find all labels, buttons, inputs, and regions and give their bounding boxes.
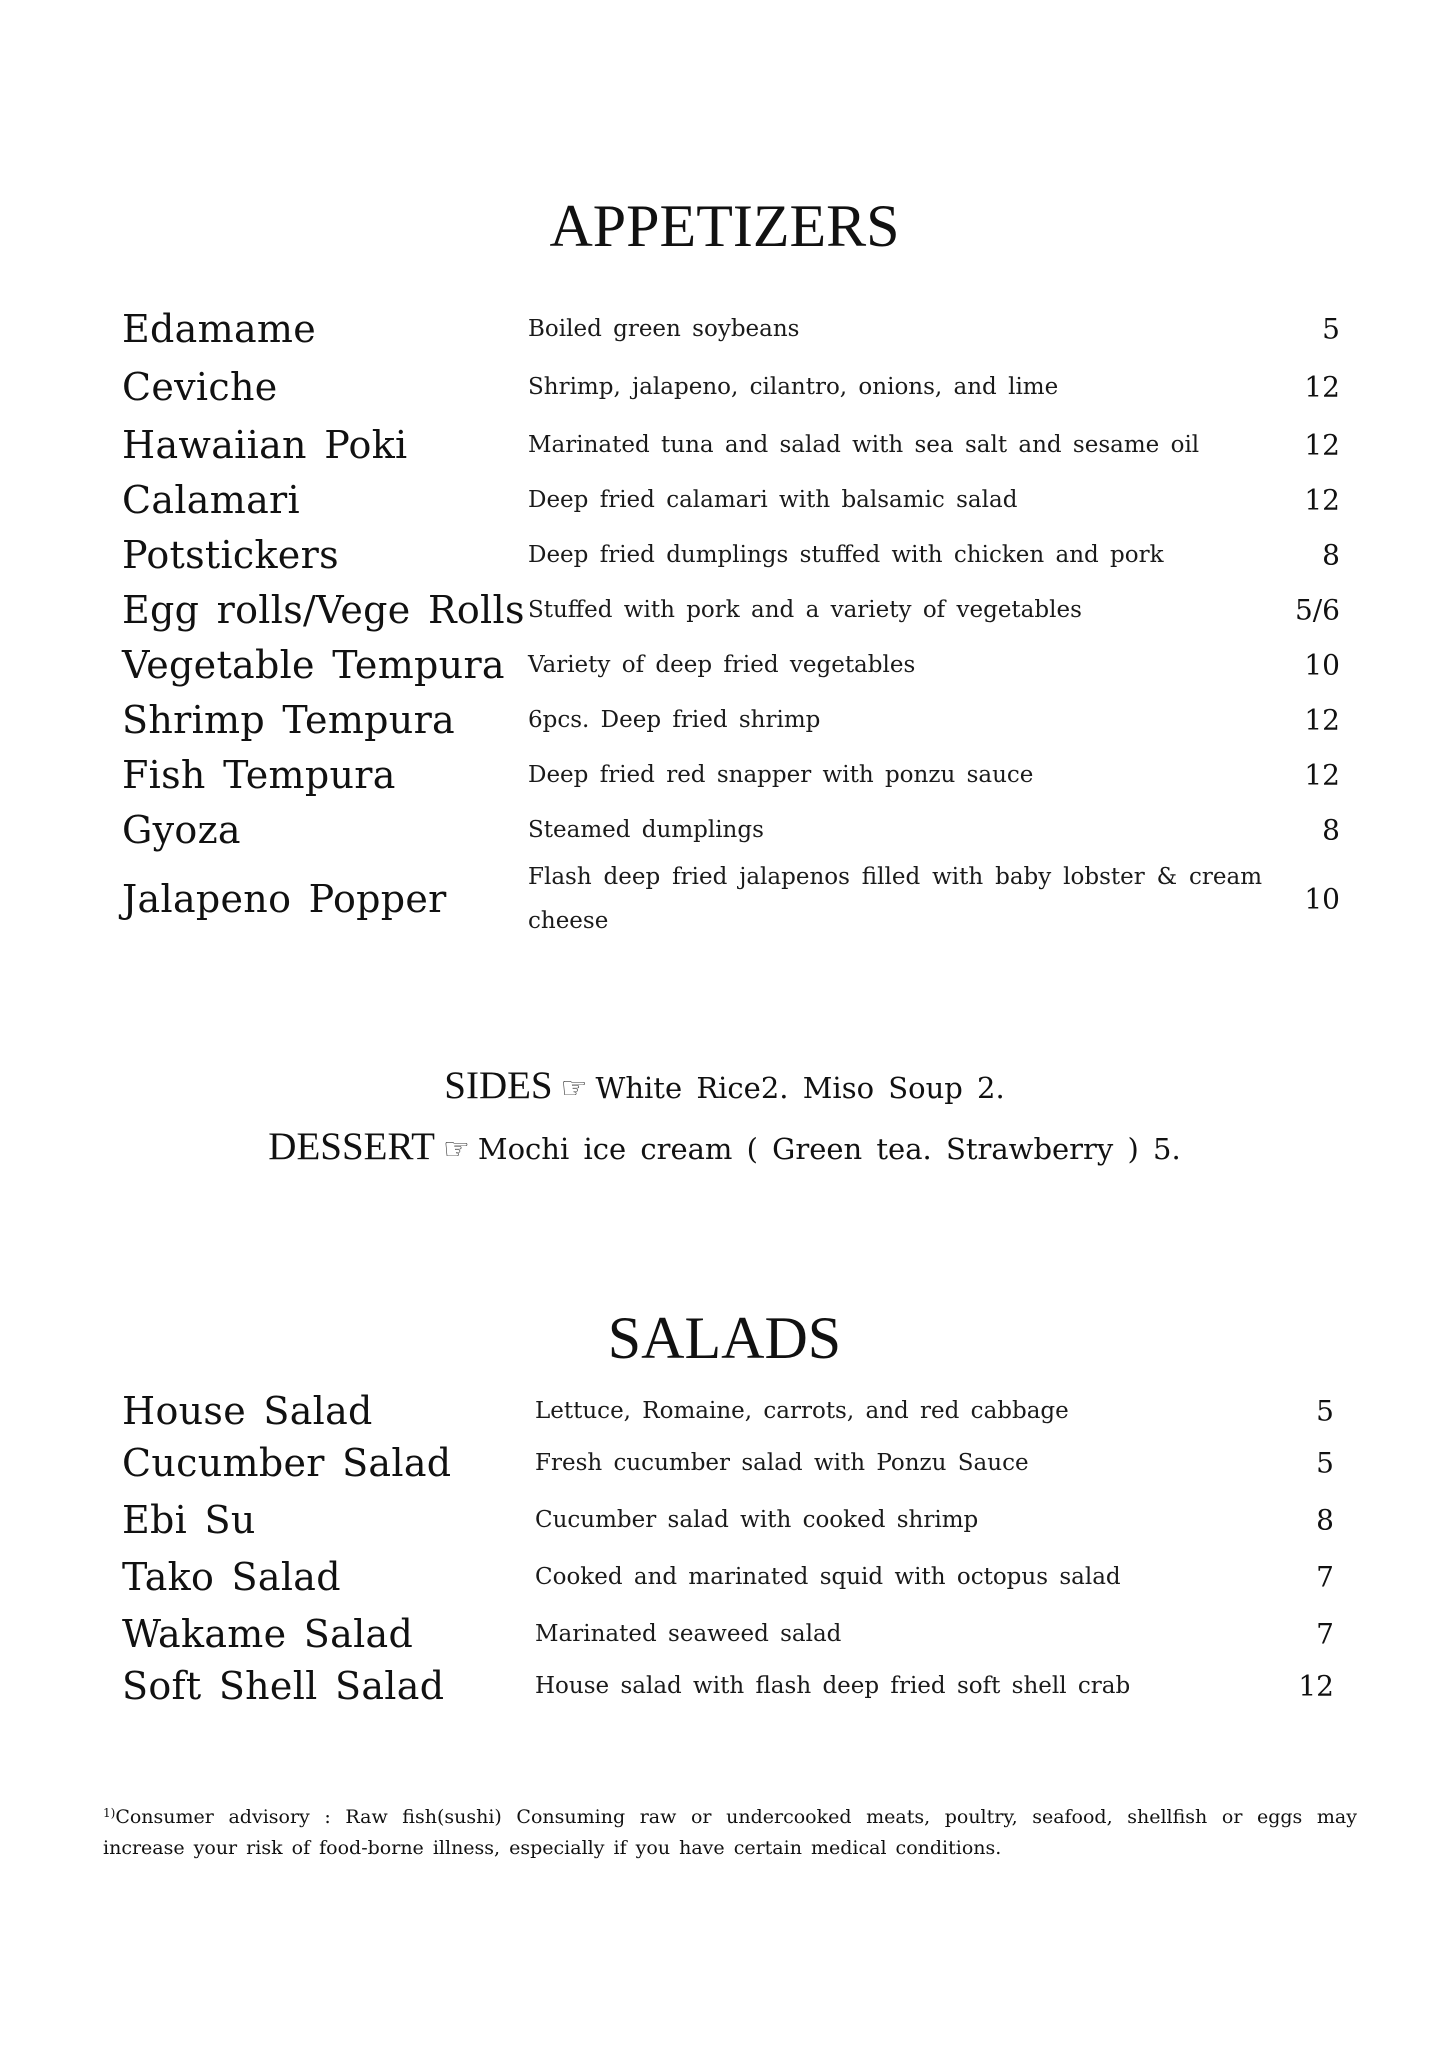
item-price: 5 — [1316, 1394, 1334, 1428]
appetizers-heading: APPETIZERS — [549, 193, 900, 259]
salads-heading: SALADS — [607, 1305, 842, 1371]
item-description: House salad with flash deep fried soft shell crab — [535, 1673, 1131, 1699]
item-price: 8 — [1316, 1503, 1334, 1537]
advisory-text: Consumer advisory : Raw fish(sushi) Consuming raw or undercooked meats, poultry, seafood, shellfish or eggs may increase your risk of food-borne illness, especially if you have certain medical conditions. — [103, 1806, 1357, 1859]
item-price: 12 — [1304, 428, 1340, 462]
item-description: Stuffed with pork and a variety of vegetables — [528, 597, 1082, 623]
item-price: 12 — [1298, 1669, 1334, 1703]
item-price: 12 — [1304, 703, 1340, 737]
item-price: 12 — [1304, 370, 1340, 404]
item-price: 7 — [1316, 1560, 1334, 1594]
item-name: Soft Shell Salad — [122, 1664, 445, 1708]
item-description: Fresh cucumber salad with Ponzu Sauce — [535, 1450, 1029, 1476]
menu-item-wakame-salad — [0, 1608, 1449, 1660]
item-description: Cooked and marinated squid with octopus salad — [535, 1564, 1121, 1590]
item-name: House Salad — [122, 1389, 373, 1433]
item-name: Edamame — [122, 307, 317, 351]
item-name: Potstickers — [122, 533, 339, 577]
menu-item-potstickers — [0, 529, 1449, 581]
sides-line — [0, 1063, 1449, 1108]
item-description: Shrimp, jalapeno, cilantro, onions, and lime — [528, 374, 1059, 400]
menu-item-gyoza — [0, 804, 1449, 856]
item-price: 5 — [1322, 312, 1340, 346]
item-price: 12 — [1304, 758, 1340, 792]
item-name: Vegetable Tempura — [122, 643, 505, 687]
item-name: Gyoza — [122, 808, 241, 852]
menu-item-cucumber-salad — [0, 1437, 1449, 1489]
item-description: Deep fried calamari with balsamic salad — [528, 487, 1018, 513]
pointing-hand-icon: ☞ — [560, 1071, 588, 1106]
item-name: Jalapeno Popper — [122, 877, 447, 921]
item-name: Calamari — [122, 478, 300, 522]
menu-item-shrimp-tempura — [0, 694, 1449, 746]
item-name: Shrimp Tempura — [122, 698, 455, 742]
item-description: Boiled green soybeans — [528, 316, 800, 342]
menu-item-tako-salad — [0, 1551, 1449, 1603]
item-description: 6pcs. Deep fried shrimp — [528, 707, 821, 733]
item-name: Fish Tempura — [122, 753, 396, 797]
item-price: 12 — [1304, 483, 1340, 517]
item-price: 8 — [1322, 538, 1340, 572]
item-name: Tako Salad — [122, 1555, 341, 1599]
item-price: 7 — [1316, 1617, 1334, 1651]
menu-item-vegetable-tempura — [0, 639, 1449, 691]
menu-item-calamari — [0, 474, 1449, 526]
item-price: 8 — [1322, 813, 1340, 847]
item-price: 10 — [1304, 648, 1340, 682]
item-description: Cucumber salad with cooked shrimp — [535, 1507, 979, 1533]
item-description: Variety of deep fried vegetables — [528, 652, 916, 678]
menu-item-jalapeno-popper — [0, 851, 1449, 947]
item-description: Deep fried dumplings stuffed with chicken and pork — [528, 542, 1164, 568]
sides-label: SIDES — [444, 1064, 553, 1107]
item-description: Marinated seaweed salad — [535, 1621, 842, 1647]
menu-item-soft-shell-salad — [0, 1660, 1449, 1712]
menu-item-house-salad — [0, 1385, 1449, 1437]
consumer-advisory — [103, 1798, 1357, 1864]
item-price: 5 — [1316, 1446, 1334, 1480]
item-description: Deep fried red snapper with ponzu sauce — [528, 762, 1034, 788]
dessert-line — [0, 1124, 1449, 1169]
item-name: Egg rolls/Vege Rolls — [122, 588, 525, 632]
item-description: Lettuce, Romaine, carrots, and red cabbage — [535, 1398, 1069, 1424]
item-price: 5/6 — [1294, 593, 1340, 627]
dessert-text: Mochi ice cream ( Green tea. Strawberry ) 5. — [477, 1132, 1181, 1166]
pointing-hand-icon: ☞ — [442, 1132, 470, 1167]
item-name: Cucumber Salad — [122, 1441, 452, 1485]
dessert-label: DESSERT — [268, 1125, 435, 1168]
item-description: Steamed dumplings — [528, 817, 764, 843]
menu-item-ceviche — [0, 361, 1449, 413]
sides-text: White Rice2. Miso Soup 2. — [595, 1071, 1005, 1105]
item-description: Marinated tuna and salad with sea salt and sesame oil — [528, 432, 1200, 458]
item-name: Wakame Salad — [122, 1612, 414, 1656]
item-description: Flash deep fried jalapenos filled with baby lobster & cream cheese — [528, 864, 1262, 934]
item-price: 10 — [1304, 882, 1340, 916]
item-name: Ceviche — [122, 365, 278, 409]
menu-item-egg-rolls — [0, 584, 1449, 636]
menu-item-ebi-su — [0, 1494, 1449, 1546]
menu-item-hawaiian-poki — [0, 419, 1449, 471]
item-name: Hawaiian Poki — [122, 423, 408, 467]
menu-item-edamame — [0, 303, 1449, 355]
item-name: Ebi Su — [122, 1498, 256, 1542]
footnote-marker: 1) — [103, 1806, 116, 1820]
menu-item-fish-tempura — [0, 749, 1449, 801]
